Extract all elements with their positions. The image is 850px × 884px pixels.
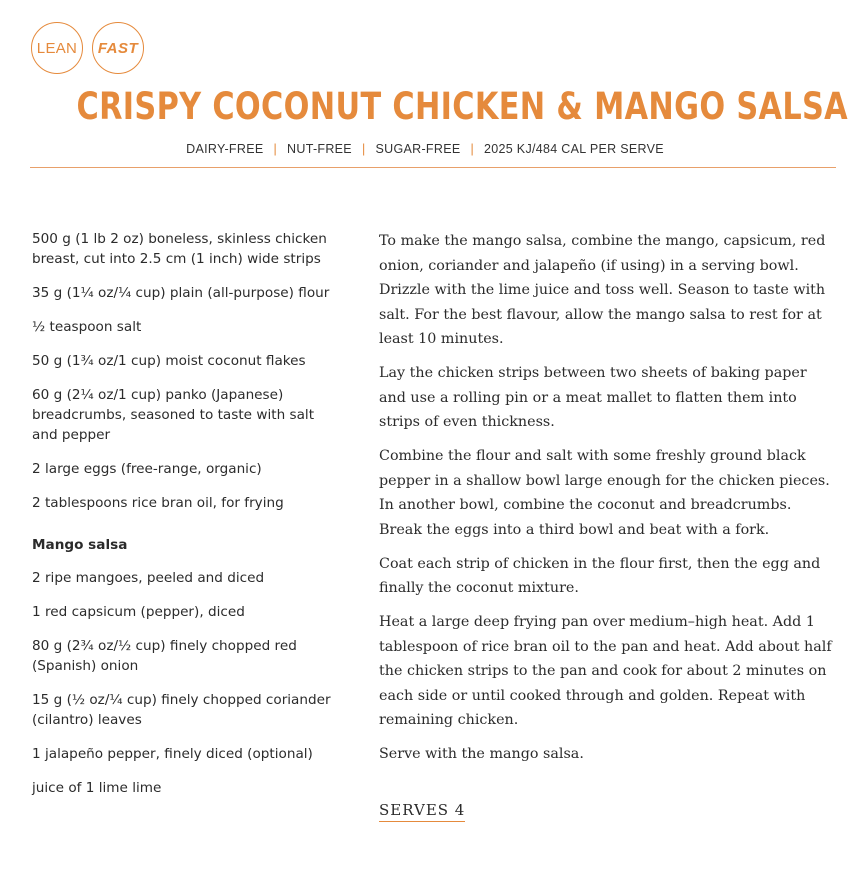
method-step: Combine the flour and salt with some freshly ground black pepper in a shallow bowl large enough for the chicken pieces. In another bowl, combine the coconut and breadcrumbs. Break the eggs into a third bowl and beat with a fork. [379,448,830,538]
tag-energy: 2025 KJ/484 CAL PER SERVE [484,142,664,156]
method-step: To make the mango salsa, combine the mango, capsicum, red onion, coriander and jalapeño (if using) in a serving bowl. Drizzle with the lime juice and toss well. Season to taste with salt. For the best flavour, allow the mango salsa to rest for at least 10 minutes. [379,233,826,347]
salsa-item: 15 g (½ oz/¼ cup) finely chopped coriander (cilantro) leaves [32,692,331,728]
ingredients-list [32,229,332,812]
method-step: Heat a large deep frying pan over medium–high heat. Add 1 tablespoon of rice bran oil to the pan and heat. Add about half the chicken strips to the pan and cook for about 2 minutes on each side or until cooked through and golden. Repeat with remaining chicken. [379,614,832,728]
dietary-tags [0,142,850,156]
method-step: Coat each strip of chicken in the flour first, then the egg and finally the coconut mixture. [379,555,821,596]
tag-separator: | [361,142,366,156]
lean-badge: LEAN [31,22,83,74]
tag-dairy-free: DAIRY-FREE [186,142,264,156]
serves-label: SERVES 4 [379,801,465,822]
tag-separator: | [273,142,278,156]
diet-badges [31,22,144,74]
salsa-item: 1 red capsicum (pepper), diced [32,604,245,620]
method-steps [379,229,835,776]
salsa-item: 1 jalapeño pepper, finely diced (optional) [32,746,313,762]
method-step: Lay the chicken strips between two sheets of baking paper and use a rolling pin or a meat mallet to flatten them into strips of even thickness. [379,365,807,430]
ingredient-item: 60 g (2¼ oz/1 cup) panko (Japanese) breadcrumbs, seasoned to taste with salt and pepper [32,387,315,443]
method-step: Serve with the mango salsa. [379,746,584,762]
salsa-item: 80 g (2¾ oz/½ cup) finely chopped red (Spanish) onion [32,638,297,674]
ingredient-item: 50 g (1¾ oz/1 cup) moist coconut flakes [32,353,306,369]
tag-nut-free: NUT-FREE [287,142,352,156]
tag-separator: | [470,142,475,156]
tag-sugar-free: SUGAR-FREE [375,142,461,156]
ingredient-item: 500 g (1 lb 2 oz) boneless, skinless chicken breast, cut into 2.5 cm (1 inch) wide strips [32,231,327,267]
ingredient-item: 2 tablespoons rice bran oil, for frying [32,495,284,511]
salsa-heading: Mango salsa [32,537,128,553]
salsa-item: juice of 1 lime lime [32,780,162,796]
ingredient-item: 35 g (1¼ oz/¼ cup) plain (all-purpose) flour [32,285,330,301]
ingredient-item: 2 large eggs (free-range, organic) [32,461,262,477]
ingredient-item: ½ teaspoon salt [32,319,142,335]
recipe-title: CRISPY COCONUT CHICKEN & MANGO SALSA [76,85,849,128]
fast-badge: FAST [92,22,144,74]
salsa-item: 2 ripe mangoes, peeled and diced [32,570,265,586]
header-divider [30,167,836,168]
